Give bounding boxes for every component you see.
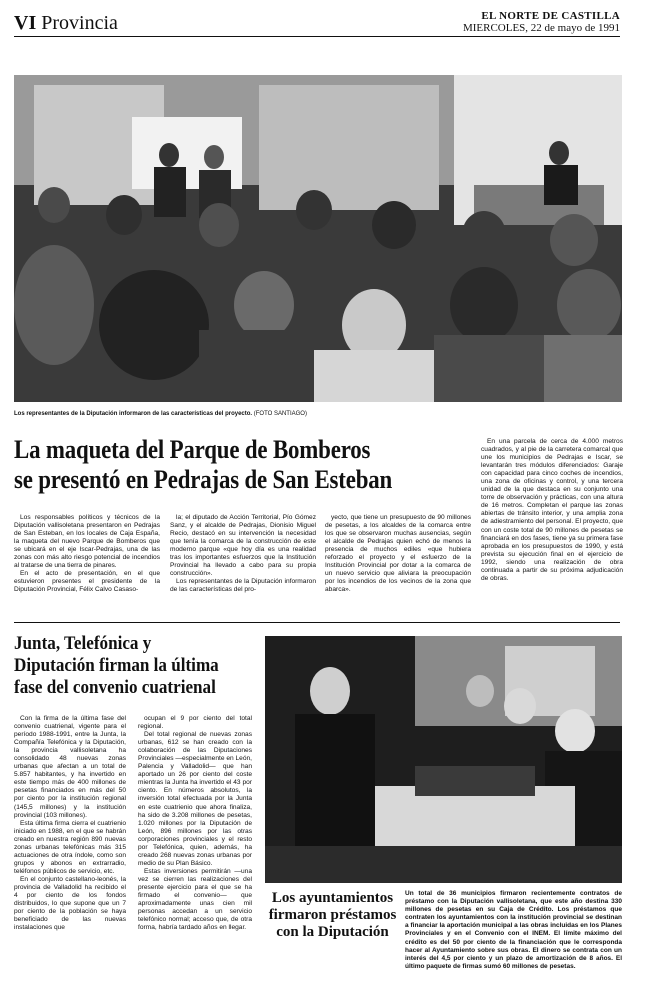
paragraph: En el conjunto castellano-leonés, la provincia de Valladolid ha recibido el 4 por ciento de los fondos distribuidos, lo que supone que un 7 por ciento de la población se haya beneficiado de las nuevas instalaciones que — [14, 875, 126, 932]
sidebar-headline — [265, 890, 400, 941]
section-header — [14, 12, 118, 34]
article1-headline-line2: se presentó en Pedrajas de San Esteban — [14, 465, 393, 494]
header-rule — [14, 36, 620, 37]
paragraph: Esta última firma cierra el cuatrienio iniciado en 1988, en el que se habrán creado en nuestra región 890 nuevas zonas urbanas telefónicas más 315 actuaciones de otra índole, como son grupos y abonos en extrarradio, teléfonos públicos de servicio, etc. — [14, 819, 126, 875]
paragraph: Con la firma de la última fase del convenio cuatrienal, vigente para el período 1988-1991, entre la Junta, la Compañía Telefónica y la Diputación, la provincia vallisoletana ha consolidado 48 nuevas zonas urbanas que afectan a un total de 5.857 habitantes, y ha invertido en este tiempo más de 400 millones de pesetas financiados en más del 50 por ciento por la institución regional (145,5 millones) y la institución provincial (103 millones). — [14, 715, 126, 819]
paragraph: la; el diputado de Acción Territorial, Pío Gómez Sanz, y el alcalde de Pedrajas, Dionisio Miguel Recio, destacó en su intervención la necesidad que tenía la comarca de la construcción de este moderno parque «que hoy día es una realidad tras los importantes esfuerzos que la Institución Provincial ha llevado a cabo para su propia construcción». — [170, 514, 316, 578]
paper-name: EL NORTE DE CASTILLA — [481, 10, 620, 22]
article1-headline-line1: La maqueta del Parque de Bomberos — [14, 435, 371, 464]
photo-caption-1-text: Los representantes de la Diputación informaron de las características del proyecto. — [14, 411, 253, 417]
issue-date: MIERCOLES, 22 de mayo de 1991 — [462, 22, 620, 34]
sidebar-headline-line1: Los ayuntamientos — [271, 890, 394, 906]
paragraph: En una parcela de cerca de 4.000 metros cuadrados, y al pie de la carretera comarcal que une los municipios de Pedrajas e Iscar, se levantarán tres módulos diferenciados: Garaje con capacidad para cinco coches de incendios, una zona de oficinas y control, y una tercera unidad de la que destaca en su conjunto una torre de observación y prácticas, con una altura de 16 metros. Completan el parque las zonas abiertas de tránsito interior, y una amplia zona de adiestramiento del personal. El proyecto, que con un coste total de 90 millones de pesetas se financiará en dos fases, tiene ya su primera fase aprobada en los presupuestos de 1990, y está prevista su ejecución final en el ejercicio de 1992, siendo una realización de obra continuada a partir de su próxima adjudicación de obras. — [481, 438, 623, 582]
article2-headline-line1: Junta, Telefónica y — [14, 633, 152, 654]
article1-column-4 — [481, 438, 623, 598]
paragraph: Del total regional de nuevas zonas urbanas, 612 se han creado con la colaboración de las Diputaciones Provinciales —especialmente en León, Palencia y Valladolid— que han aportado un 26 por ciento del coste mientras la Junta ha invertido el 43 por ciento. En números absolutos, la inversión total efectuada por la Junta en este cuatrienio que ahora finaliza, ha sido de 3.208 millones de pesetas, 1.020 millones por la Diputación de León, 896 millones por las otras corporaciones provinciales y el resto por Telefónica, quien, además, ha creado 268 nuevas zonas urbanas por medio de su Plan Básico. — [138, 731, 252, 867]
masthead — [463, 10, 620, 34]
photo-meeting-audience — [14, 75, 622, 402]
article1-column-1 — [14, 514, 160, 598]
paragraph: En el acto de presentación, en el que estuvieron presentes el presidente de la Diputación Provincial, Félix Calvo Casaso- — [14, 570, 160, 594]
paragraph: Los responsables políticos y técnicos de la Diputación vallisoletana presentaron en Pedrajas de San Esteban, en los locales de Caja España, la maqueta del nuevo Parque de Bomberos que se ubicará en el eje Iscar-Pedrajas, una de las zonas con más alto riesgo potencial de incendios al tratarse de una tierra de pinares. — [14, 514, 160, 570]
paragraph: Estas inversiones permitirán —una vez se cierren las realizaciones del presente ejercicio para el que se ha firmado el convenio— que aproximadamente unas cien mil personas accedan a un servicio telefónico normal; acceso que, de otra forma, habría tardado años en llegar. — [138, 867, 252, 932]
photo-signing — [265, 636, 622, 883]
article1-column-3 — [325, 514, 471, 598]
photo-caption-1 — [14, 410, 622, 418]
section-name: Provincia — [41, 12, 118, 34]
paragraph: ocupan el 9 por ciento del total regional. — [138, 715, 252, 731]
article2-headline-line3: fase del convenio cuatrienal — [14, 677, 216, 698]
article2-headline — [14, 633, 254, 699]
section-number: VI — [14, 12, 37, 34]
sidebar-body: Un total de 36 municipios firmaron recientemente contratos de préstamo con la Diputación vallisoletana, que este año destina 330 millones de pesetas en su Caja de Crédito. Los préstamos que contraten los ayuntamientos con la institución provincial se destinan a financiar la aportación municipal a las obras incluidas en los Planes Provinciales y en el Convenio con el INEM. El límite máximo del crédito es del 50 por ciento de la financiación que le corresponda hacer al Ayuntamiento sobre sus obras. El dinero se contrata con un interés del 4,5 por ciento y un plazo de amortización de 8 años. El último paquete de firmas sumó 60 millones de pesetas. — [405, 890, 622, 970]
article1-headline — [14, 435, 474, 495]
article2-column-2 — [138, 715, 252, 985]
article2-column-1 — [14, 715, 126, 985]
section-rule — [14, 622, 620, 623]
paragraph: yecto, que tiene un presupuesto de 90 millones de pesetas, a los alcaldes de la comarca entre los que se observaron muchas ausencias, según el alcalde de Pedrajas quien echó de menos la presencia de muchos ediles «que hubiera reforzado el proyecto y el esfuerzo de la Institución Provincial por dotar a la comarca de un nuevo servicio que aliviara la preocupación por los incendios de los vecinos de la zona que abarca». — [325, 514, 471, 594]
sidebar-headline-line2: firmaron préstamos — [268, 907, 397, 923]
article2-headline-line2: Diputación firman la última — [14, 655, 219, 676]
paragraph: Los representantes de la Diputación informaron de las características del pro- — [170, 578, 316, 594]
photo-meeting-audience-image — [14, 75, 622, 402]
article1-column-2 — [170, 514, 316, 598]
photo-signing-image — [265, 636, 622, 883]
photo-credit: (FOTO SANTIAGO) — [253, 411, 307, 417]
sidebar-headline-line3: con la Diputación — [276, 924, 389, 940]
